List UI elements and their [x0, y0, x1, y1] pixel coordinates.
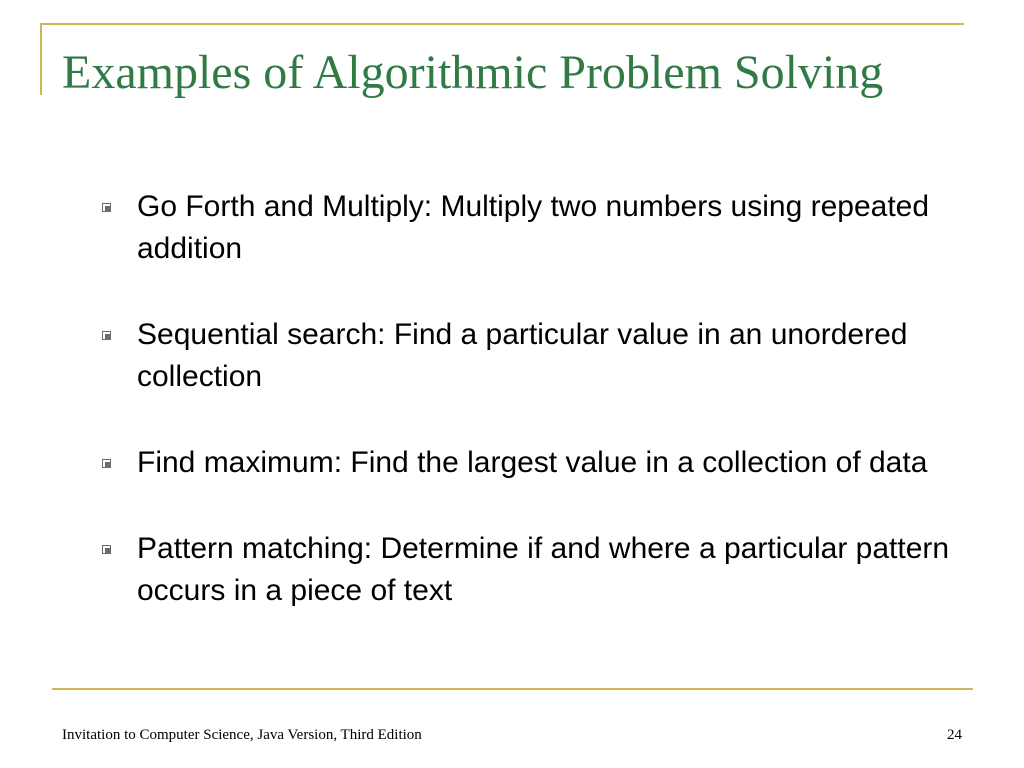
square-bullet-icon [102, 203, 111, 212]
bullet-list [100, 186, 980, 656]
bullet-item [100, 314, 980, 398]
square-bullet-icon [102, 331, 111, 340]
bullet-text: Find maximum: Find the largest value in a collection of data [137, 446, 928, 479]
footer-text: Invitation to Computer Science, Java Version, Third Edition [62, 727, 422, 743]
square-bullet-icon [102, 545, 111, 554]
bullet-text: Sequential search: Find a particular value in an unordered collection [137, 318, 908, 393]
frame-left-rule [40, 23, 42, 95]
page-number: 24 [947, 727, 962, 743]
bullet-item [100, 442, 980, 484]
bullet-text: Pattern matching: Determine if and where a particular pattern occurs in a piece of text [137, 532, 950, 607]
slide-title: Examples of Algorithmic Problem Solving [62, 46, 884, 99]
frame-top-rule [40, 23, 964, 25]
bullet-text: Go Forth and Multiply: Multiply two numbers using repeated addition [137, 190, 930, 265]
footer-rule [52, 688, 973, 690]
square-bullet-icon [102, 459, 111, 468]
bullet-item [100, 528, 980, 612]
bullet-item [100, 186, 980, 270]
